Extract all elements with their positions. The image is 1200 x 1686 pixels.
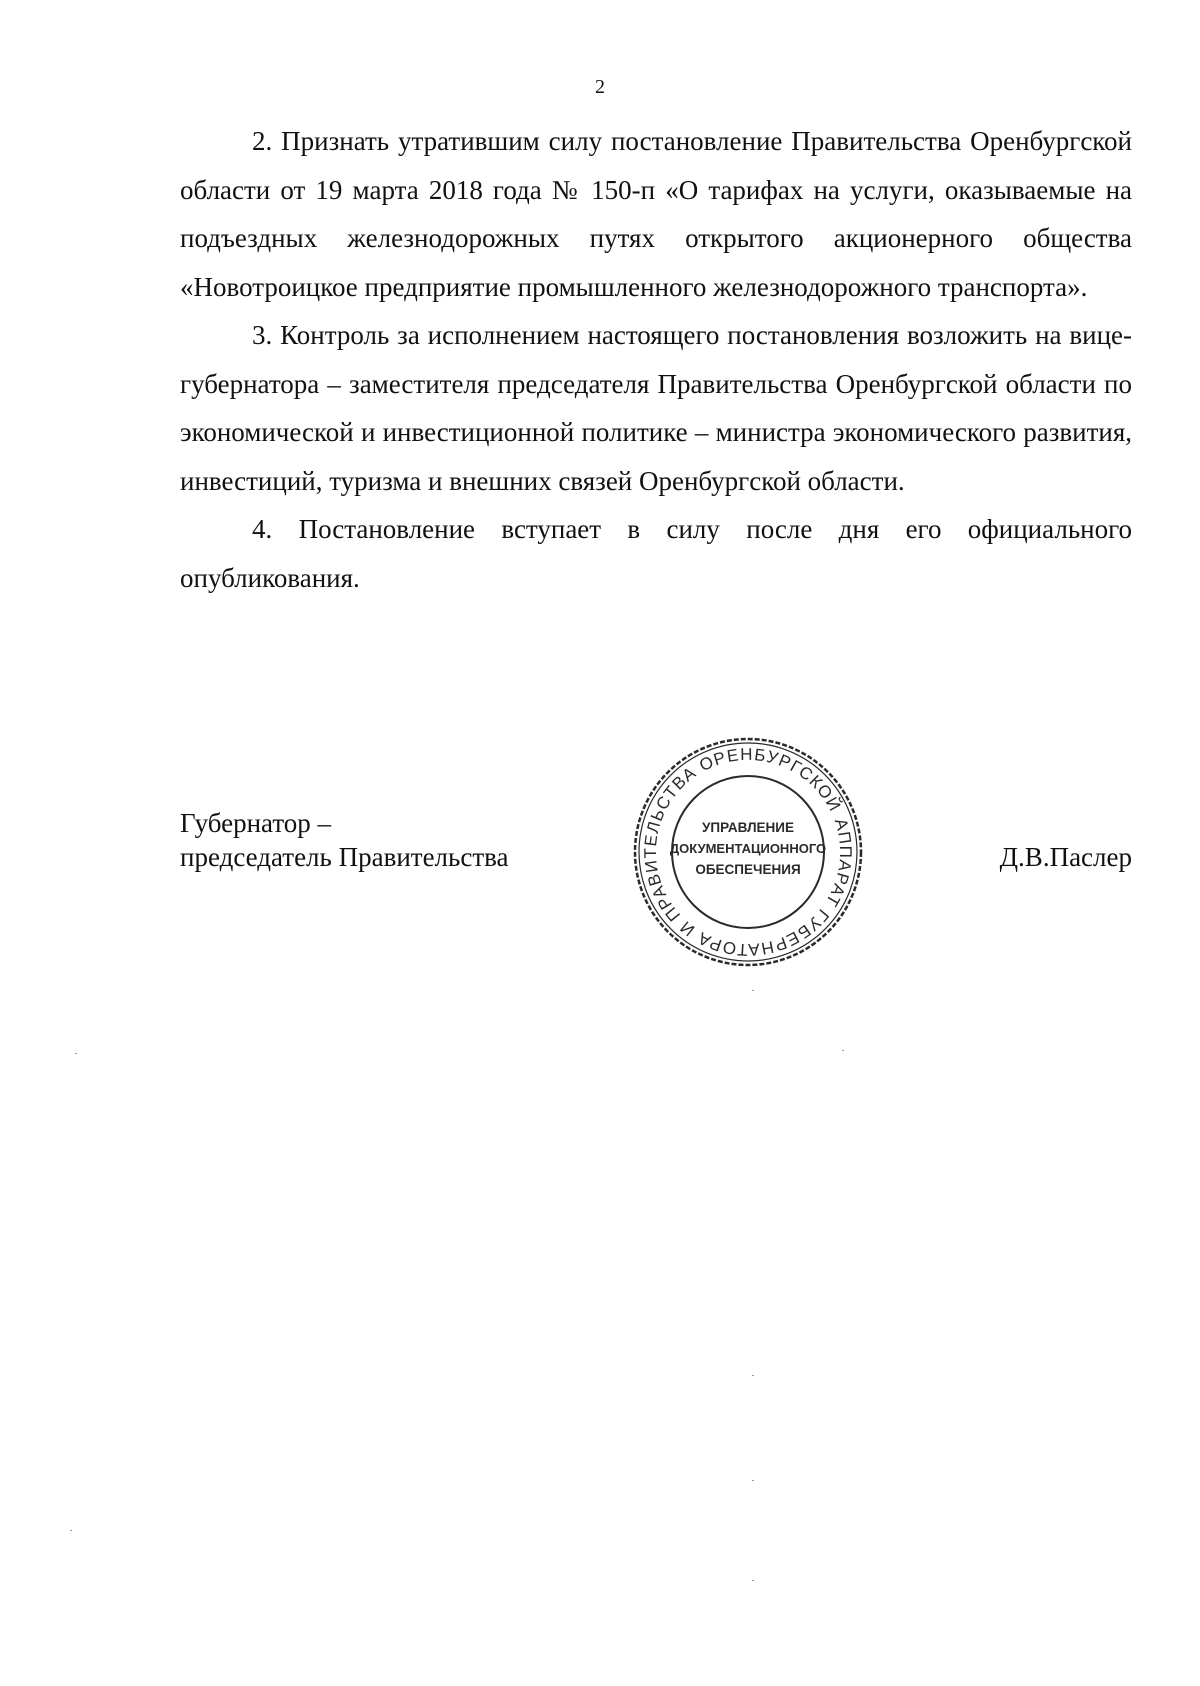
scan-speck xyxy=(752,1580,754,1581)
signatory-name: Д.В.Паслер xyxy=(999,842,1132,872)
paragraph-4: 4. Постановление вступает в силу после дня его официального опубликования. xyxy=(180,514,1132,593)
seal-center-line-2: ДОКУМЕНТАЦИОННОГО xyxy=(669,841,827,856)
scan-speck xyxy=(842,1050,844,1051)
scan-speck xyxy=(752,1480,754,1481)
page-number: 2 xyxy=(595,76,605,98)
paragraph-3: 3. Контроль за исполнением настоящего постановления возложить на вице-губернатора – заместителя председателя Правительства Оренбургской области по экономической и инвестиционной политике – министра экономического развития, инвестиций, туризма и внешних связей Оренбургской области. xyxy=(180,320,1132,496)
scan-speck xyxy=(752,1375,754,1376)
signatory-position xyxy=(180,806,509,874)
scan-speck xyxy=(75,1053,77,1054)
seal-center-line-1: УПРАВЛЕНИЕ xyxy=(701,820,795,835)
seal-icon xyxy=(628,732,868,972)
position-line-1: Губернатор – xyxy=(180,808,332,838)
document-body xyxy=(180,117,1132,602)
paragraph-2: 2. Признать утратившим силу постановление Правительства Оренбургской области от 19 марта 2018 года № 150-п «О тарифах на услуги, оказываемые на подъездных железнодорожных путях открытого акционерного общества «Новотроицкое предприятие промышленного железнодорожного транспорта». xyxy=(180,126,1132,302)
official-seal xyxy=(628,732,868,972)
seal-center-line-3: ОБЕСПЕЧЕНИЯ xyxy=(695,862,801,877)
scan-speck xyxy=(752,990,754,991)
scan-speck xyxy=(70,1530,72,1531)
position-line-2: председатель Правительства xyxy=(180,842,509,872)
seal-ring-text: АППАРАТ ГУБЕРНАТОРА И ПРАВИТЕЛЬСТВА ОРЕНБУРГСКОЙ xyxy=(640,744,856,960)
